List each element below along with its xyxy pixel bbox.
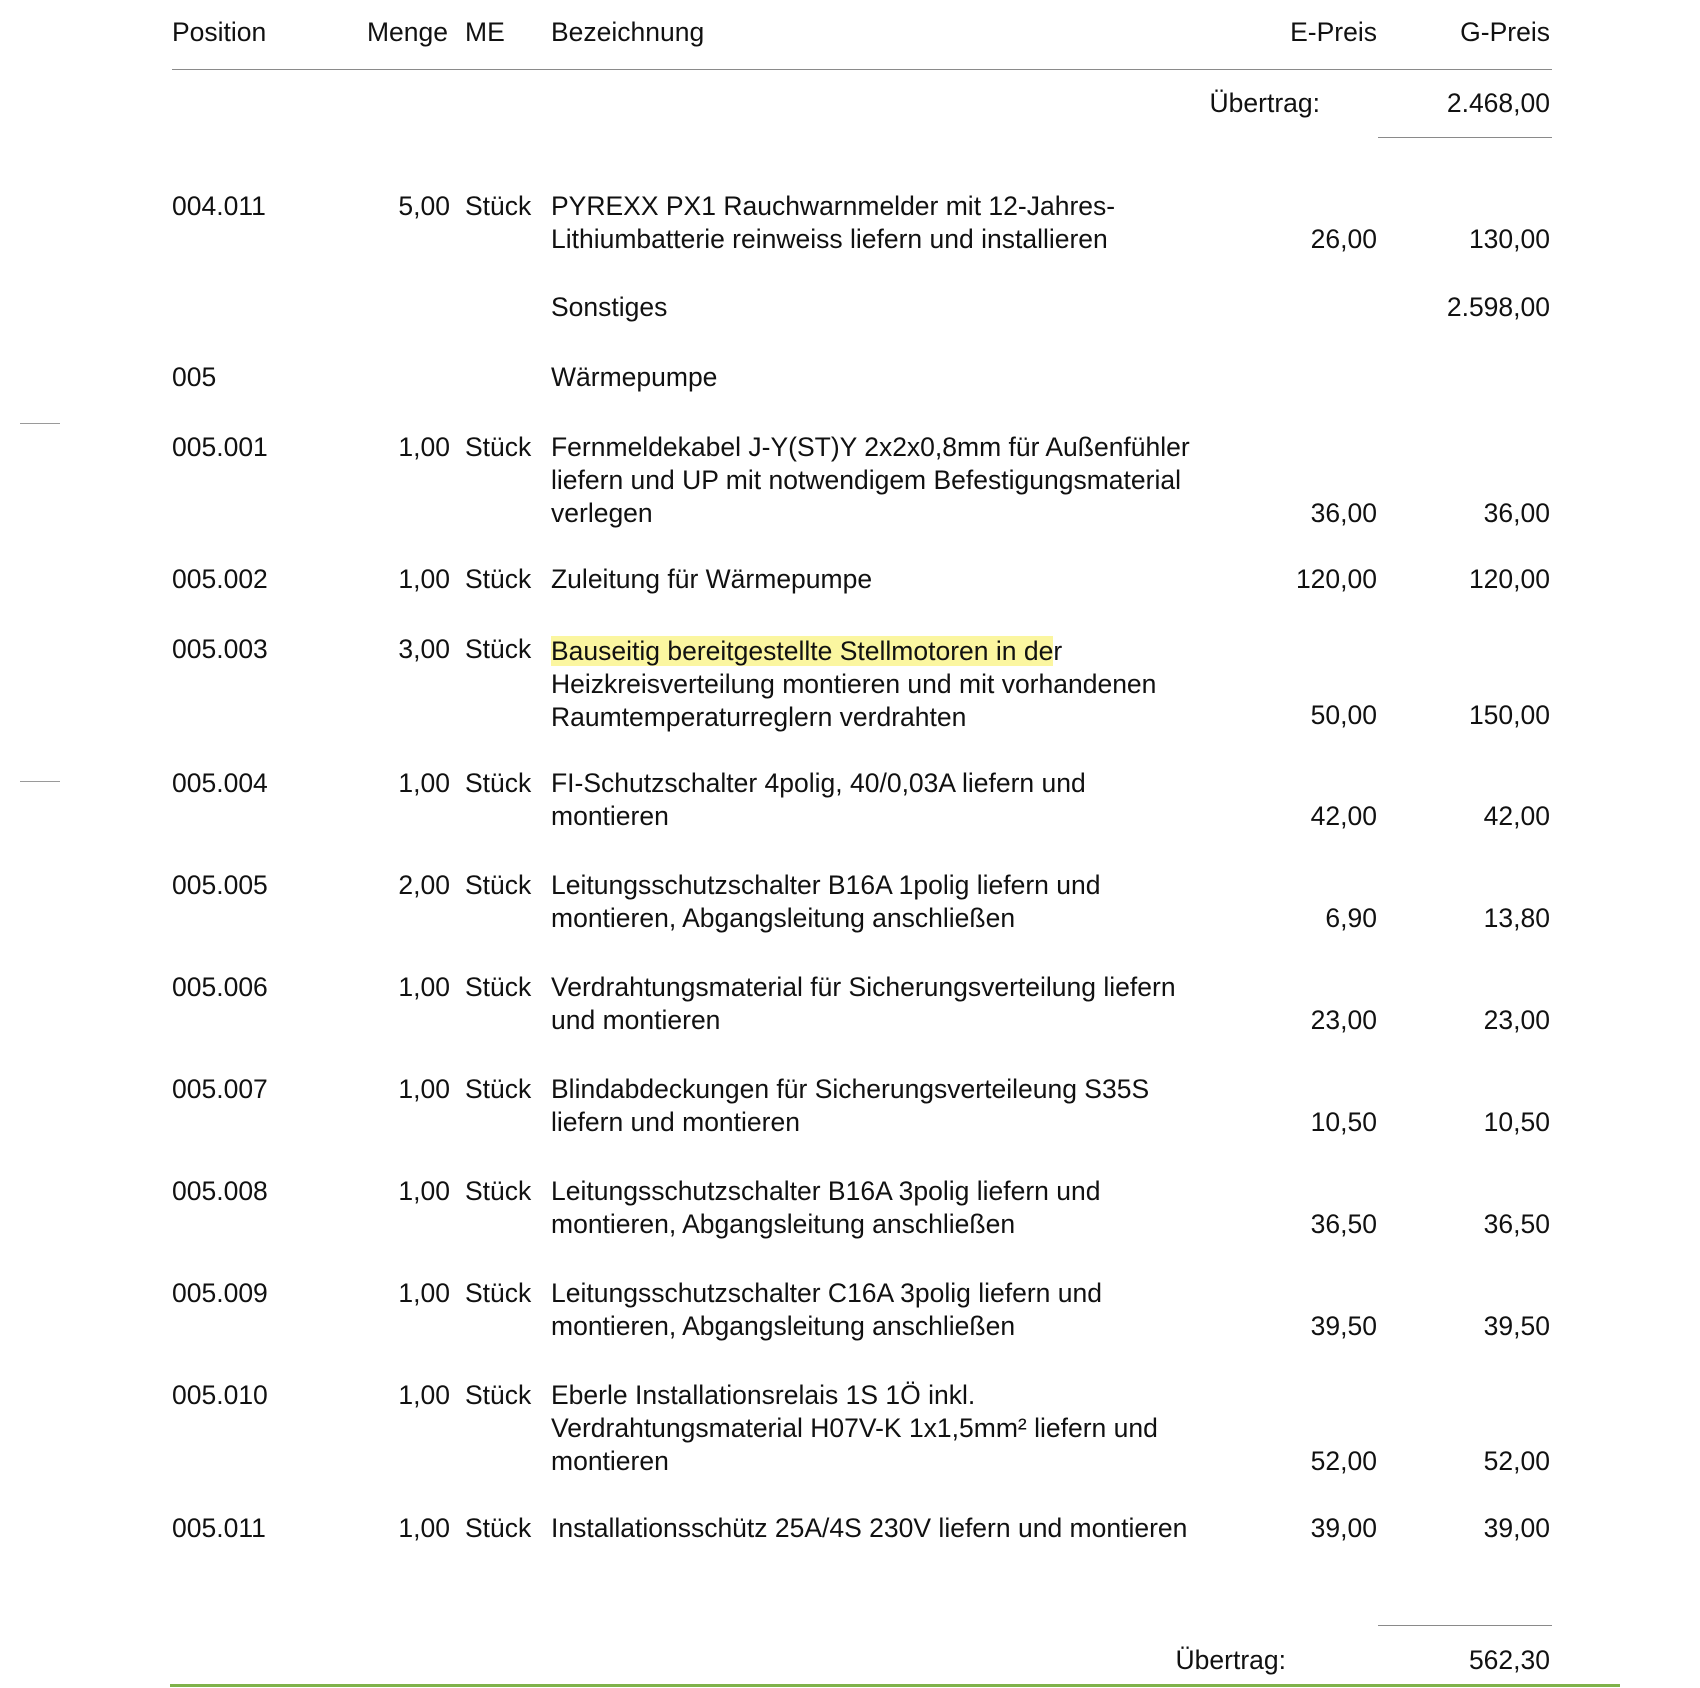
highlight-remainder: r [1053, 636, 1063, 666]
row-menge: 1,00 [398, 564, 450, 594]
description-line: Zuleitung für Wärmepumpe [551, 564, 873, 594]
row-gpreis: 10,50 [1483, 1107, 1550, 1137]
description-line: Eberle Installationsrelais 1S 1Ö inkl. [551, 1380, 976, 1410]
row-gpreis: 52,00 [1483, 1446, 1550, 1476]
row-epreis: 39,00 [1310, 1513, 1377, 1543]
row-gpreis: 39,00 [1483, 1513, 1550, 1543]
row-menge: 2,00 [398, 870, 450, 900]
row-position: 005.007 [172, 1074, 268, 1104]
row-description [551, 869, 1271, 935]
row-epreis: 52,00 [1310, 1446, 1377, 1476]
row-epreis: 10,50 [1310, 1107, 1377, 1137]
row-description [551, 971, 1271, 1037]
row-gpreis: 39,50 [1483, 1311, 1550, 1341]
row-description [551, 431, 1271, 530]
subtotal-label: Sonstiges [551, 292, 668, 322]
row-gpreis: 36,00 [1483, 498, 1550, 528]
row-me: Stück [465, 564, 532, 594]
description-line: Fernmeldekabel J-Y(ST)Y 2x2x0,8mm für Außenfühler [551, 432, 1190, 462]
row-position: 005.009 [172, 1278, 268, 1308]
row-position: 005.006 [172, 972, 268, 1002]
row-menge: 1,00 [398, 1380, 450, 1410]
row-me: Stück [465, 634, 532, 664]
row-description [551, 1073, 1271, 1139]
row-epreis: 50,00 [1310, 700, 1377, 730]
row-description [551, 1175, 1271, 1241]
row-description [551, 767, 1271, 833]
description-line: montieren, Abgangsleitung anschließen [551, 1311, 1016, 1341]
row-position: 005.002 [172, 564, 268, 594]
carry-out-rule [1378, 1625, 1552, 1626]
description-line: Verdrahtungsmaterial H07V-K 1x1,5mm² liefern und [551, 1413, 1158, 1443]
description-line: Leitungsschutzschalter B16A 3polig liefern und [551, 1176, 1101, 1206]
description-line: montieren, Abgangsleitung anschließen [551, 903, 1016, 933]
description-line [551, 635, 1271, 668]
footer-accent-bar [170, 1684, 1620, 1687]
description-line: Blindabdeckungen für Sicherungsverteileung S35S [551, 1074, 1150, 1104]
row-menge: 1,00 [398, 972, 450, 1002]
row-epreis: 36,50 [1310, 1209, 1377, 1239]
carry-in-rule [1378, 137, 1552, 138]
row-gpreis: 130,00 [1468, 224, 1550, 254]
header-rule [172, 69, 1552, 70]
description-line: Raumtemperaturreglern verdrahten [551, 702, 967, 732]
row-gpreis: 13,80 [1483, 903, 1550, 933]
row-gpreis: 23,00 [1483, 1005, 1550, 1035]
row-epreis: 6,90 [1325, 903, 1377, 933]
margin-mark [20, 423, 60, 424]
description-line: Heizkreisverteilung montieren und mit vorhandenen [551, 669, 1157, 699]
row-position: 005.003 [172, 634, 268, 664]
description-line: Installationsschütz 25A/4S 230V liefern und montieren [551, 1513, 1188, 1543]
row-gpreis: 42,00 [1483, 801, 1550, 831]
carry-out-label: Übertrag: [1175, 1645, 1286, 1675]
carry-in-label: Übertrag: [1209, 88, 1320, 118]
row-epreis: 39,50 [1310, 1311, 1377, 1341]
row-me: Stück [465, 768, 532, 798]
row-me: Stück [465, 870, 532, 900]
row-description [551, 1277, 1271, 1343]
row-description [551, 563, 1271, 596]
description-line: verlegen [551, 498, 653, 528]
description-line: Verdrahtungsmaterial für Sicherungsverteilung liefern [551, 972, 1176, 1002]
row-epreis: 23,00 [1310, 1005, 1377, 1035]
description-line: FI-Schutzschalter 4polig, 40/0,03A liefern und [551, 768, 1086, 798]
row-description [551, 1512, 1271, 1545]
header-bezeichnung: Bezeichnung [551, 17, 705, 47]
carry-out-value: 562,30 [1468, 1645, 1550, 1675]
row-menge: 5,00 [398, 191, 450, 221]
row-position: 005.001 [172, 432, 268, 462]
description-line: Leitungsschutzschalter C16A 3polig liefern und [551, 1278, 1102, 1308]
row-epreis: 26,00 [1310, 224, 1377, 254]
row-description [551, 1379, 1271, 1478]
description-line: Leitungsschutzschalter B16A 1polig liefern und [551, 870, 1101, 900]
description-line: PYREXX PX1 Rauchwarnmelder mit 12-Jahres- [551, 191, 1116, 221]
header-gpreis: G-Preis [1460, 17, 1550, 47]
row-position: 004.011 [172, 191, 266, 221]
description-line: und montieren [551, 1005, 721, 1035]
row-position: 005.008 [172, 1176, 268, 1206]
row-gpreis: 120,00 [1468, 564, 1550, 594]
row-me: Stück [465, 1513, 532, 1543]
description-line: liefern und montieren [551, 1107, 800, 1137]
row-position: 005.004 [172, 768, 268, 798]
description-line: liefern und UP mit notwendigem Befestigungsmaterial [551, 465, 1181, 495]
row-menge: 1,00 [398, 1278, 450, 1308]
row-me: Stück [465, 1380, 532, 1410]
row-position: 005.010 [172, 1380, 268, 1410]
header-menge: Menge [366, 17, 448, 47]
row-position: 005.005 [172, 870, 268, 900]
subtotal-value: 2.598,00 [1446, 292, 1550, 322]
row-me: Stück [465, 1278, 532, 1308]
description-line: montieren [551, 1446, 669, 1476]
row-menge: 1,00 [398, 1513, 450, 1543]
group-position: 005 [172, 362, 217, 392]
description-line: montieren, Abgangsleitung anschließen [551, 1209, 1016, 1239]
highlight-mark: Bauseitig bereitgestellte Stellmotoren in de [551, 636, 1054, 666]
header-me: ME [465, 17, 505, 47]
row-me: Stück [465, 972, 532, 1002]
row-epreis: 36,00 [1310, 498, 1377, 528]
row-menge: 1,00 [398, 1176, 450, 1206]
row-epreis: 120,00 [1295, 564, 1377, 594]
description-line: Lithiumbatterie reinweiss liefern und installieren [551, 224, 1108, 254]
header-position: Position [172, 17, 267, 47]
row-menge: 3,00 [398, 634, 450, 664]
row-menge: 1,00 [398, 1074, 450, 1104]
row-menge: 1,00 [398, 432, 450, 462]
row-description [551, 635, 1271, 734]
row-me: Stück [465, 1176, 532, 1206]
description-line: montieren [551, 801, 669, 831]
header-epreis: E-Preis [1290, 17, 1377, 47]
row-position: 005.011 [172, 1513, 266, 1543]
row-gpreis: 150,00 [1468, 700, 1550, 730]
group-title: Wärmepumpe [551, 362, 718, 392]
row-menge: 1,00 [398, 768, 450, 798]
row-description [551, 190, 1271, 256]
row-me: Stück [465, 1074, 532, 1104]
row-epreis: 42,00 [1310, 801, 1377, 831]
row-me: Stück [465, 191, 532, 221]
margin-mark [20, 781, 60, 782]
carry-in-value: 2.468,00 [1446, 88, 1550, 118]
row-gpreis: 36,50 [1483, 1209, 1550, 1239]
row-me: Stück [465, 432, 532, 462]
